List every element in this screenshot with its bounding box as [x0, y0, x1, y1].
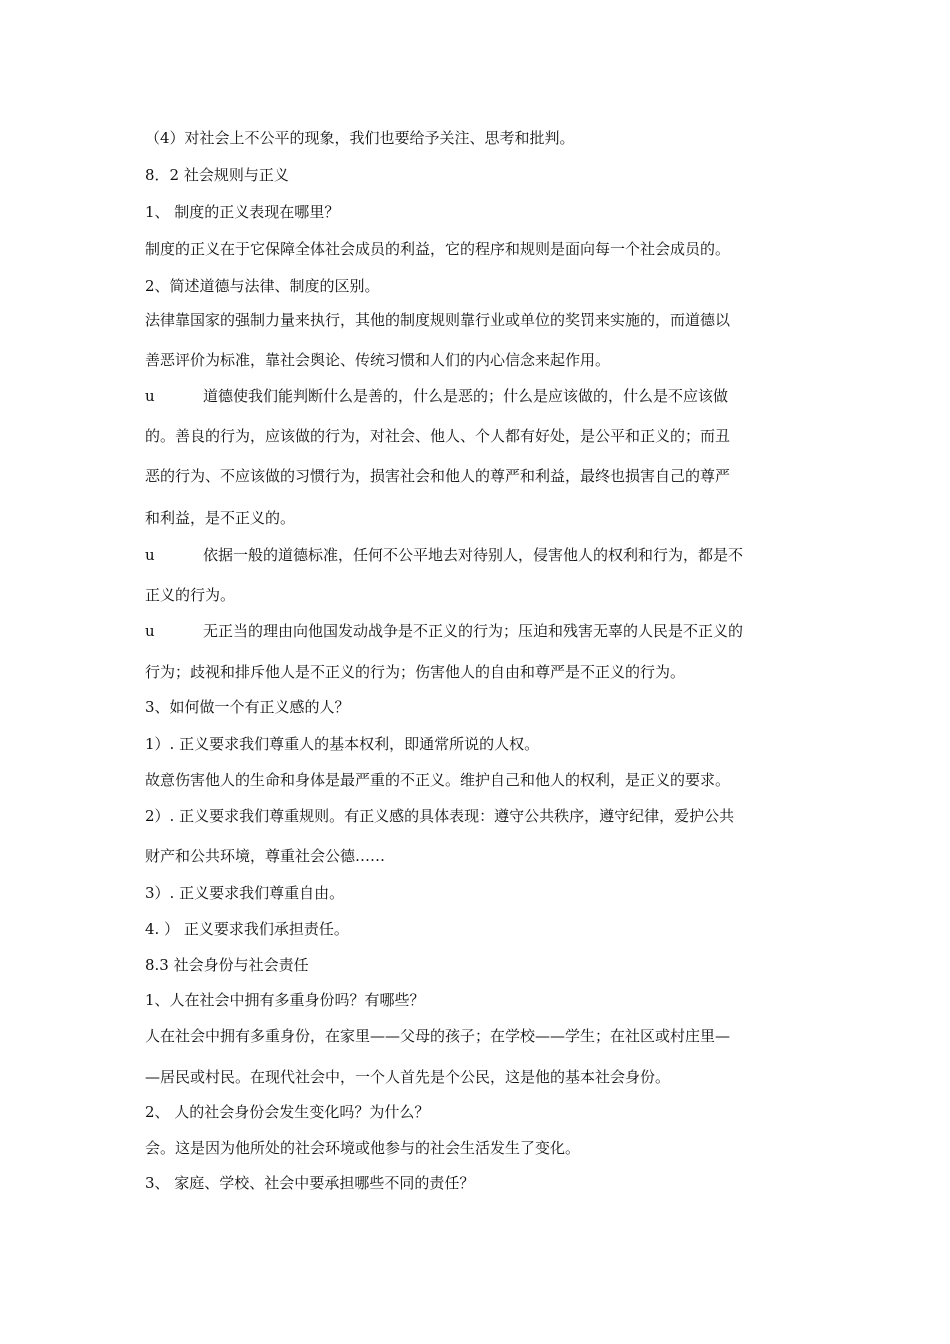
- text-line: 人在社会中拥有多重身份，在家里——父母的孩子；在学校——学生；在社区或村庄里—: [145, 1027, 731, 1045]
- text-line: 2）. 正义要求我们尊重规则。有正义感的具体表现：遵守公共秩序，遵守纪律，爱护公共: [145, 807, 735, 825]
- question-line: 2、简述道德与法律、制度的区别。: [145, 277, 380, 295]
- text-line: 故意伤害他人的生命和身体是最严重的不正义。维护自己和他人的权利，是正义的要求。: [145, 771, 731, 789]
- text-line: （4）对社会上不公平的现象，我们也要给予关注、思考和批判。: [145, 129, 575, 147]
- bullet-text: 道德使我们能判断什么是善的，什么是恶的；什么是应该做的，什么是不应该做: [203, 387, 729, 405]
- bullet-text: 依据一般的道德标准，任何不公平地去对待别人，侵害他人的权利和行为，都是不: [203, 546, 744, 564]
- text-line: 的。善良的行为，应该做的行为，对社会、他人、个人都有好处，是公平和正义的；而丑: [145, 427, 731, 445]
- question-line: 1、人在社会中拥有多重身份吗？有哪些？: [145, 991, 425, 1009]
- text-line: 会。这是因为他所处的社会环境或他参与的社会生活发生了变化。: [145, 1139, 581, 1157]
- text-line: 财产和公共环境，尊重社会公德……: [145, 847, 386, 865]
- text-line: 正义的行为。: [145, 586, 236, 604]
- text-line: 4. ） 正义要求我们承担责任。: [145, 920, 349, 938]
- bullet-line: [145, 621, 810, 641]
- text-line: 法律靠国家的强制力量来执行，其他的制度规则靠行业或单位的奖罚来实施的，而道德以: [145, 311, 731, 329]
- question-line: 3、如何做一个有正义感的人？: [145, 698, 350, 716]
- bullet-text: 无正当的理由向他国发动战争是不正义的行为；压迫和残害无辜的人民是不正义的: [203, 622, 744, 640]
- bullet-mark: u: [145, 546, 155, 564]
- bullet-line: [145, 545, 810, 565]
- text-line: 1）. 正义要求我们尊重人的基本权利，即通常所说的人权。: [145, 735, 540, 753]
- text-line: 和利益，是不正义的。: [145, 509, 296, 527]
- bullet-mark: u: [145, 387, 155, 405]
- text-line: 善恶评价为标准，靠社会舆论、传统习惯和人们的内心信念来起作用。: [145, 351, 611, 369]
- text-line: 制度的正义在于它保障全体社会成员的利益，它的程序和规则是面向每一个社会成员的。: [145, 240, 731, 258]
- section-heading: 8.3 社会身份与社会责任: [145, 956, 309, 974]
- text-line: 行为；歧视和排斥他人是不正义的行为；伤害他人的自由和尊严是不正义的行为。: [145, 663, 686, 681]
- section-heading: 8．2 社会规则与正义: [145, 166, 289, 184]
- bullet-mark: u: [145, 622, 155, 640]
- text-line: 恶的行为、不应该做的习惯行为，损害社会和他人的尊严和利益，最终也损害自己的尊严: [145, 467, 731, 485]
- question-line: 2、 人的社会身份会发生变化吗？为什么？: [145, 1103, 430, 1121]
- bullet-line: [145, 386, 810, 406]
- question-line: 1、 制度的正义表现在哪里？: [145, 203, 340, 221]
- question-line: 3、 家庭、学校、社会中要承担哪些不同的责任？: [145, 1174, 475, 1192]
- text-line: 3）. 正义要求我们尊重自由。: [145, 884, 345, 902]
- text-line: —居民或村民。在现代社会中，一个人首先是个公民，这是他的基本社会身份。: [145, 1068, 671, 1086]
